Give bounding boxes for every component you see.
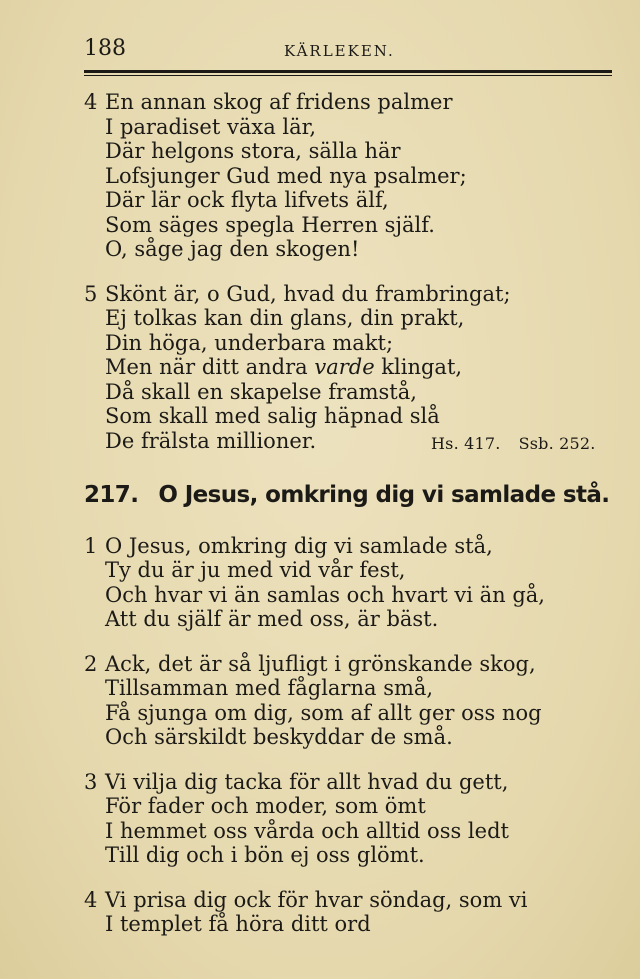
stanza-number: 5: [84, 281, 98, 306]
verse-line: Då skall en skapelse framstå,: [105, 379, 417, 404]
verse-line: I paradiset växa lär,: [105, 114, 317, 139]
stanza-prev-5: [84, 282, 614, 454]
verse-line: Lofsjunger Gud med nya psalmer;: [105, 163, 467, 188]
stanza-prev-4: [84, 90, 614, 262]
verse-line: Få sjunga om dig, som af allt ger oss nog: [105, 700, 542, 725]
verse-line: Som skall med salig häpnad slå: [105, 404, 440, 428]
stanza-number: 4: [84, 90, 98, 114]
verse-line: O, såge jag den skogen!: [105, 237, 360, 261]
stanza-number: 2: [84, 651, 98, 676]
page-header: [84, 36, 610, 66]
header-rule: [84, 70, 612, 73]
verse-line: Som säges spegla Herren själf.: [105, 212, 435, 237]
verse-line: De frälsta millioner. Hs. 417. Ssb. 252.: [84, 429, 614, 454]
hymn-number: 217.: [84, 482, 139, 508]
verse-line: 4 En annan skog af fridens palmer: [84, 90, 453, 114]
verse-line: Men när ditt andra varde klingat,: [105, 355, 463, 379]
stanza-4: [84, 888, 614, 937]
page-body: [84, 90, 614, 957]
stanza-number: 1: [84, 533, 98, 558]
ref-ssb: Ssb. 252.: [518, 433, 596, 453]
stanza-number: 3: [84, 769, 98, 794]
verse-line: 4 Vi prisa dig ock för hvar söndag, som vi: [84, 887, 528, 912]
verse-line: Din höga, underbara makt;: [105, 330, 394, 355]
stanza-1: [84, 534, 614, 632]
verse-line: 3 Vi vilja dig tacka för allt hvad du gett,: [84, 769, 509, 794]
verse-line: 2 Ack, det är så ljufligt i grönskande skog,: [84, 651, 536, 676]
verse-line: Att du själf är med oss, är bäst.: [105, 607, 439, 631]
verse-line: 5 Skönt är, o Gud, hvad du frambringat;: [84, 281, 511, 306]
verse-line: Där lär ock flyta lifvets älf,: [105, 188, 389, 212]
verse-line: Till dig och i bön ej oss glömt.: [105, 843, 425, 867]
verse-line: Och hvar vi än samlas och hvart vi än gå,: [105, 582, 545, 607]
verse-line: Tillsamman med fåglarna små,: [105, 676, 434, 700]
hymnal-reference: [431, 432, 614, 457]
verse-line: 1 O Jesus, omkring dig vi samlade stå,: [84, 533, 493, 558]
ref-hs: Hs. 417.: [431, 433, 501, 453]
page-number: 188: [84, 36, 126, 61]
stanza-2: [84, 652, 614, 750]
hymn-heading: [84, 483, 614, 508]
verse-line: I hemmet oss vårda och alltid oss ledt: [105, 818, 509, 843]
italic-word: varde: [314, 355, 375, 379]
verse-line: Ej tolkas kan din glans, din prakt,: [105, 306, 465, 330]
verse-line: I templet få höra ditt ord: [105, 912, 371, 936]
verse-line: För fader och moder, som ömt: [105, 794, 426, 818]
stanza-3: [84, 770, 614, 868]
hymn-title: O Jesus, omkring dig vi samlade stå.: [158, 482, 610, 508]
verse-line: Ty du är ju med vid vår fest,: [105, 558, 406, 582]
running-head: KÄRLEKEN.: [284, 42, 395, 60]
verse-line: Där helgons stora, sälla här: [105, 139, 401, 163]
stanza-number: 4: [84, 887, 98, 912]
verse-line: Och särskildt beskyddar de små.: [105, 725, 453, 749]
